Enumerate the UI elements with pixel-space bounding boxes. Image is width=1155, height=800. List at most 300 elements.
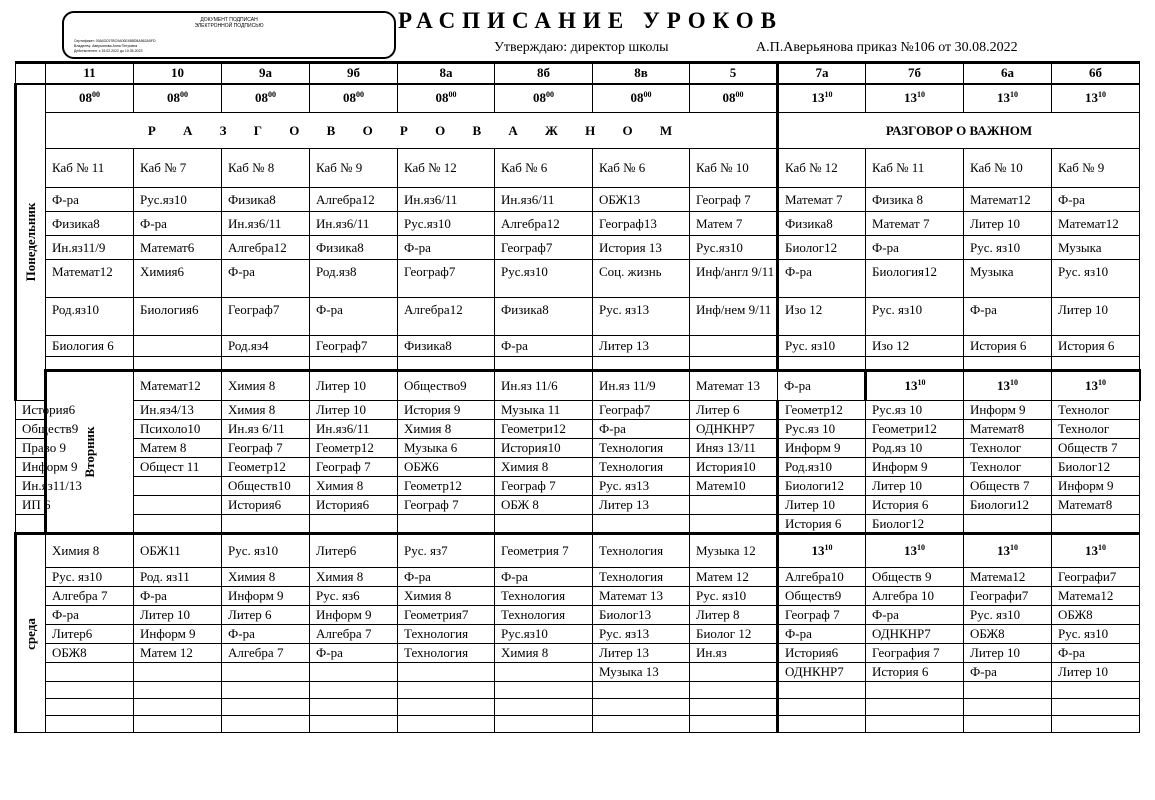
lesson-cell: Географ7 [310,336,398,357]
room-cell: Каб № 12 [398,149,495,188]
time-hours: 13 [904,90,917,106]
class-header: 6б [1052,63,1140,84]
lesson-cell [310,515,398,534]
time-minutes: 10 [917,378,926,387]
empty-cell [46,699,134,716]
lesson-cell: Литер 10 [310,401,398,420]
lesson-cell: Информ 9 [964,401,1052,420]
lesson-cell: Алгебра 7 [222,644,310,663]
lesson-cell: Иняз 13/11 [690,439,778,458]
empty-cell [495,357,593,371]
lesson-cell: Географ 7 [495,477,593,496]
time-minutes: 10 [1010,543,1018,552]
lesson-cell: Технология [593,458,690,477]
lesson-cell: Ин.яз 6/11 [222,420,310,439]
lesson-start-time [690,84,778,113]
lesson-cell: Ф-ра [778,260,866,298]
lesson-cell: Геометр12 [310,439,398,458]
time-minutes: 00 [356,90,364,100]
lesson-cell: Ин.яз6/11 [222,212,310,236]
lesson-cell: Химия 8 [495,458,593,477]
lesson-cell: Литер 10 [964,644,1052,663]
lesson-cell [222,515,310,534]
lesson-start-time [866,371,964,401]
lesson-cell: Род.яз10 [778,458,866,477]
lesson-cell: Алгебра10 [778,568,866,587]
lesson-cell: История 6 [778,515,866,534]
lesson-cell: Географ 7 [690,188,778,212]
empty-cell [134,357,222,371]
room-cell: Каб № 11 [866,149,964,188]
time-hours: 13 [904,543,917,558]
lesson-cell: ОДНКНР7 [866,625,964,644]
lesson-cell: Род. яз11 [134,568,222,587]
lesson-cell: Рус. яз13 [593,477,690,496]
lesson-cell [495,515,593,534]
lesson-cell: Алгебра 7 [46,587,134,606]
time-minutes: 10 [1098,90,1106,100]
empty-cell [1052,699,1140,716]
approval-text: Утверждаю: директор школы [494,40,669,55]
lesson-cell: Рус. яз10 [1052,260,1140,298]
lesson-start-time [778,534,866,568]
time-minutes: 10 [917,90,925,100]
lesson-cell: Геометри12 [495,420,593,439]
lesson-cell: Рус. яз10 [964,606,1052,625]
empty-cell [495,682,593,699]
empty-cell [866,357,964,371]
lesson-cell: Географи7 [1052,568,1140,587]
empty-cell [222,357,310,371]
empty-cell [46,357,134,371]
lesson-cell: Рус. яз10 [1052,625,1140,644]
lesson-cell: История 6 [1052,336,1140,357]
lesson-cell: Рус.яз 10 [778,420,866,439]
lesson-cell: Информ 9 [778,439,866,458]
lesson-cell: История 6 [866,663,964,682]
class-header: 11 [46,63,134,84]
stamp-title-line2: ЭЛЕКТРОННОЙ ПОДПИСЬЮ [194,23,264,29]
stamp-owner: Владелец: Аверьянова Анна Петровна [74,44,138,48]
class-header: 5 [690,63,778,84]
empty-cell [690,716,778,733]
lesson-cell: Географ 7 [310,458,398,477]
lesson-cell: Рус. яз6 [310,587,398,606]
empty-cell [1052,716,1140,733]
lesson-cell: Химия 8 [310,568,398,587]
time-minutes: 10 [1098,378,1106,387]
lesson-cell: Соц. жизнь [593,260,690,298]
lesson-cell: Ин.яз4/13 [134,401,222,420]
lesson-start-time [1052,371,1140,401]
corner-cell [16,63,46,84]
lesson-cell: Матем 12 [690,568,778,587]
lesson-cell: Род.яз10 [46,298,134,336]
lesson-cell: Информ 9 [134,625,222,644]
lesson-start-time [1140,371,1141,401]
lesson-cell: Ф-ра [310,644,398,663]
empty-cell [398,699,495,716]
stamp-validity: Действителен: с 15.02.2022 до 10.05.2023 [74,49,143,53]
empty-cell [1052,357,1140,371]
lesson-cell: Физика8 [222,188,310,212]
lesson-cell: Биология6 [134,298,222,336]
empty-cell [398,682,495,699]
lesson-cell: Ф-ра [964,663,1052,682]
lesson-start-time [964,371,1052,401]
time-hours: 13 [997,90,1010,106]
lesson-cell: Информ 9 [222,587,310,606]
lesson-start-time [1052,534,1140,568]
lesson-cell: Рус.яз10 [398,212,495,236]
lesson-cell: Химия 8 [222,401,310,420]
lesson-cell: ОДНКНР7 [690,420,778,439]
lesson-cell: Технология [593,439,690,458]
lesson-cell: Ин.яз 11/9 [593,371,690,401]
room-cell: Каб № 12 [778,149,866,188]
lesson-cell: Обществ 7 [1052,439,1140,458]
lesson-cell: Рус. яз13 [593,625,690,644]
lesson-cell [16,515,46,534]
time-minutes: 00 [735,90,744,100]
lesson-cell: Географ 7 [778,606,866,625]
lesson-cell: Технолог [964,439,1052,458]
lesson-cell: Алгебра 10 [866,587,964,606]
lesson-cell: Биология 6 [46,336,134,357]
lesson-cell: Биолог13 [593,606,690,625]
lesson-cell: Литер 10 [778,496,866,515]
lesson-cell: История 6 [964,336,1052,357]
lesson-cell: Математ6 [134,236,222,260]
lesson-cell: Ф-ра [310,298,398,336]
lesson-cell: Рус.яз10 [495,625,593,644]
room-cell: Каб № 9 [1052,149,1140,188]
lesson-cell: Геометр12 [778,401,866,420]
lesson-cell: Литер 13 [593,644,690,663]
lesson-cell: Информ 9 [1052,477,1140,496]
lesson-cell: Обществ9 [16,420,46,439]
lesson-cell: ОБЖ8 [964,625,1052,644]
lesson-cell: Информ 9 [866,458,964,477]
class-header: 8а [398,63,495,84]
lesson-start-time [593,84,690,113]
lesson-cell: Математ12 [964,188,1052,212]
lesson-start-time [310,84,398,113]
lesson-cell: Ин.яз6/11 [398,188,495,212]
time-hours: 13 [904,378,918,393]
empty-cell [46,716,134,733]
lesson-cell [964,515,1052,534]
lesson-cell: Химия6 [134,260,222,298]
lesson-cell: Матем10 [690,477,778,496]
empty-cell [134,716,222,733]
lesson-cell: Право 9 [16,439,46,458]
lesson-cell: Ф-ра [495,336,593,357]
day-cell-tuesday [46,371,134,534]
lesson-cell: Математ12 [1052,212,1140,236]
day-label-wednesday: среда [23,617,38,650]
time-hours: 08 [79,90,92,106]
lesson-cell: Ф-ра [593,420,690,439]
time-minutes: 00 [546,90,554,100]
lesson-cell: Рус. яз10 [866,298,964,336]
lesson-cell: Биология12 [866,260,964,298]
lesson-cell: Географ7 [222,298,310,336]
talk-important-label: Р А З Г О В О Р О В А Ж Н О М [147,122,675,138]
time-minutes: 00 [448,90,457,100]
time-minutes: 00 [180,90,188,100]
lesson-cell: Ф-ра [46,606,134,625]
lesson-cell: Рус. яз10 [46,568,134,587]
lesson-cell: Литер 6 [690,401,778,420]
lesson-cell [690,496,778,515]
lesson-cell: Математ 13 [690,371,778,401]
lesson-cell: Ф-ра [222,260,310,298]
lesson-cell: Биолог 12 [690,625,778,644]
lesson-cell: Литер 10 [1052,663,1140,682]
time-minutes: 00 [643,90,652,100]
lesson-cell: Ин.яз6/11 [495,188,593,212]
empty-cell [593,699,690,716]
empty-cell [134,682,222,699]
lesson-cell [398,515,495,534]
room-cell: Каб № 6 [495,149,593,188]
lesson-cell: Географ7 [593,401,690,420]
empty-cell [866,699,964,716]
lesson-cell: Ф-ра [46,188,134,212]
lesson-cell [593,515,690,534]
lesson-cell: Ф-ра [964,298,1052,336]
lesson-cell: Технология [495,587,593,606]
lesson-cell: Географ 7 [222,439,310,458]
empty-cell [778,357,866,371]
room-cell: Каб № 7 [134,149,222,188]
lesson-cell [495,663,593,682]
lesson-cell: Ин.яз11/13 [16,477,46,496]
lesson-start-time [866,534,964,568]
lesson-cell: Технология [398,625,495,644]
room-cell: Каб № 11 [46,149,134,188]
lesson-cell [1052,515,1140,534]
lesson-cell: Математ8 [964,420,1052,439]
time-hours: 13 [1085,90,1098,106]
lesson-cell: ИП 6 [16,496,46,515]
stamp-certificate: Сертификат: 00A03C97BC9A00E4B8D8A562A5FD [74,39,156,43]
lesson-cell: Инф/нем 9/11 [690,298,778,336]
lesson-cell: Алгебра12 [398,298,495,336]
lesson-cell: Информ 9 [16,458,46,477]
empty-cell [495,699,593,716]
time-minutes: 10 [1098,543,1106,552]
lesson-cell: Геометрия7 [398,606,495,625]
empty-cell [964,357,1052,371]
lesson-cell: Музыка [1052,236,1140,260]
lesson-cell: История10 [690,458,778,477]
lesson-cell: Литер6 [46,625,134,644]
lesson-cell: Рус. яз10 [222,534,310,568]
lesson-cell: Биолог12 [778,236,866,260]
time-hours: 13 [1085,378,1098,393]
lesson-cell: Алгебра 7 [310,625,398,644]
lesson-start-time [1052,84,1140,113]
lesson-cell: Литер 10 [134,606,222,625]
lesson-cell: История 9 [398,401,495,420]
time-hours: 08 [343,90,356,106]
time-minutes: 10 [824,90,833,100]
lesson-cell [690,515,778,534]
lesson-cell: История10 [495,439,593,458]
lesson-cell: Математ 13 [593,587,690,606]
lesson-cell: Литер 10 [866,477,964,496]
lesson-cell: Географ7 [495,236,593,260]
lesson-cell [134,663,222,682]
lesson-cell: Общест 11 [134,458,222,477]
lesson-cell: История 6 [866,496,964,515]
electronic-signature-stamp [62,11,396,59]
lesson-cell [134,515,222,534]
approval-name-order: А.П.Аверьянова приказ №106 от 30.08.2022 [756,40,1018,55]
room-cell: Каб № 6 [593,149,690,188]
empty-cell [866,716,964,733]
lesson-cell: Рус. яз10 [690,587,778,606]
lesson-cell [134,336,222,357]
lesson-cell: Литер 8 [690,606,778,625]
lesson-cell: Химия 8 [222,568,310,587]
lesson-cell: История 13 [593,236,690,260]
empty-cell [778,699,866,716]
lesson-start-time [398,84,495,113]
lesson-cell: Рус. яз10 [964,236,1052,260]
time-hours: 13 [1085,543,1098,558]
lesson-cell: Литер 13 [593,336,690,357]
empty-cell [222,682,310,699]
time-minutes: 10 [1010,90,1018,100]
page-title: РАСПИСАНИЕ УРОКОВ [398,8,783,33]
lesson-cell: География 7 [866,644,964,663]
lesson-cell: ОБЖ11 [134,534,222,568]
lesson-cell: ОБЖ6 [398,458,495,477]
lesson-cell: Биолог12 [866,515,964,534]
class-header: 8в [593,63,690,84]
lesson-cell: Изо 12 [778,298,866,336]
class-header: 6а [964,63,1052,84]
empty-cell [593,357,690,371]
lesson-cell [398,663,495,682]
day-cell-monday [16,84,46,401]
lesson-cell: Технология [593,534,690,568]
lesson-start-time [134,84,222,113]
lesson-cell: Математ 7 [778,188,866,212]
time-hours: 13 [811,90,825,106]
lesson-cell: История6 [222,496,310,515]
lesson-cell: Технолог [1052,420,1140,439]
empty-cell [690,357,778,371]
lesson-cell: Математ8 [1052,496,1140,515]
lesson-cell: Технолог [964,458,1052,477]
empty-cell [1052,682,1140,699]
empty-cell [46,682,134,699]
lesson-cell: ОДНКНР7 [778,663,866,682]
lesson-cell: Ф-ра [1052,644,1140,663]
talk-important-right: РАЗГОВОР О ВАЖНОМ [778,113,1140,149]
time-hours: 08 [533,90,546,106]
lesson-cell: Ф-ра [778,625,866,644]
lesson-cell: Географ13 [593,212,690,236]
lesson-cell: ОБЖ 8 [495,496,593,515]
lesson-cell: Рус.яз10 [134,188,222,212]
lesson-cell: Технолог [1052,401,1140,420]
lesson-cell: Рус. яз7 [398,534,495,568]
empty-cell [398,357,495,371]
empty-cell [964,682,1052,699]
empty-cell [690,682,778,699]
lesson-cell: Рус. яз10 [778,336,866,357]
lesson-cell: История6 [16,401,46,420]
lesson-cell: История6 [310,496,398,515]
lesson-cell: Технология [593,568,690,587]
lesson-cell: Геометр12 [398,477,495,496]
lesson-cell: Физика8 [778,212,866,236]
empty-cell [593,682,690,699]
time-hours: 08 [255,90,268,106]
lesson-cell: Ф-ра [866,236,964,260]
day-label-tuesday: Вторник [82,426,97,478]
lesson-cell: Ин.яз 11/6 [495,371,593,401]
lesson-cell: Музыка 11 [495,401,593,420]
lesson-cell: Литер6 [310,534,398,568]
time-hours: 13 [811,543,825,558]
lesson-start-time [964,84,1052,113]
lesson-cell: Ф-ра [134,212,222,236]
lesson-cell: Химия 8 [398,420,495,439]
time-hours: 08 [435,90,449,106]
lesson-cell [690,663,778,682]
lesson-cell: Ф-ра [134,587,222,606]
lesson-cell [134,496,222,515]
lesson-cell: Общество9 [398,371,495,401]
lesson-cell: ОБЖ8 [1052,606,1140,625]
lesson-cell: Ф-ра [778,371,866,401]
lesson-cell: ОБЖ8 [46,644,134,663]
lesson-cell: Физика8 [46,212,134,236]
empty-cell [778,716,866,733]
lesson-cell [310,663,398,682]
lesson-start-time [964,534,1052,568]
time-minutes: 00 [92,90,100,100]
lesson-cell [46,663,134,682]
lesson-cell: Матем 8 [134,439,222,458]
lesson-cell: ОБЖ13 [593,188,690,212]
class-header: 8б [495,63,593,84]
lesson-cell: Изо 12 [866,336,964,357]
lesson-cell: Матема12 [1052,587,1140,606]
empty-cell [134,699,222,716]
lesson-cell: Обществ 7 [964,477,1052,496]
lesson-cell: Рус.яз 10 [866,401,964,420]
room-cell: Каб № 10 [964,149,1052,188]
empty-cell [310,716,398,733]
lesson-cell: Литер 10 [310,371,398,401]
lesson-cell: Обществ9 [778,587,866,606]
time-minutes: 00 [268,90,276,100]
lesson-cell: Технология [398,644,495,663]
lesson-start-time [495,84,593,113]
empty-cell [495,716,593,733]
room-cell: Каб № 10 [690,149,778,188]
lesson-cell: Музыка 13 [593,663,690,682]
time-minutes: 10 [1010,378,1018,387]
empty-cell [310,357,398,371]
